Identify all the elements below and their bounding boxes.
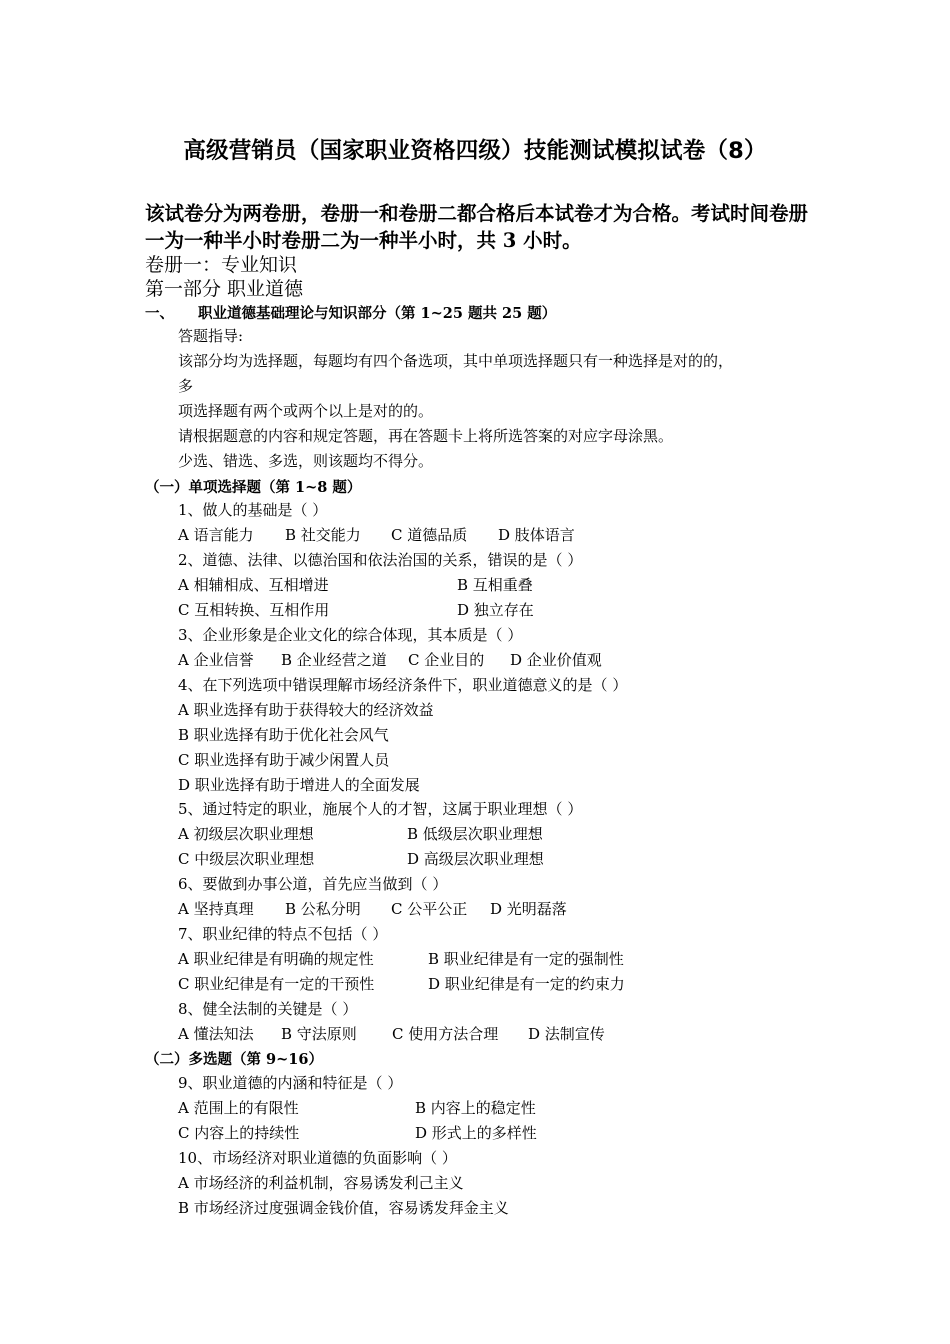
option: D 职业选择有助于增进人的全面发展 xyxy=(178,776,420,794)
option: C 公平公正 xyxy=(391,900,468,918)
guide-line: 少选、错选、多选，则该题均不得分。 xyxy=(178,452,434,470)
option: B 守法原则 xyxy=(281,1025,357,1043)
option: A 范围上的有限性 xyxy=(178,1099,299,1117)
part-heading: 第一部分 职业道德 xyxy=(145,278,304,300)
option: D 企业价值观 xyxy=(510,651,602,669)
option: A 企业信誉 xyxy=(178,651,254,669)
option: B 公私分明 xyxy=(285,900,361,918)
option: D 肢体语言 xyxy=(498,526,575,544)
option: C 使用方法合理 xyxy=(392,1025,499,1043)
options-row xyxy=(178,650,602,670)
question-text: 2、道德、法律、以德治国和依法治国的关系，错误的是（ ） xyxy=(178,551,583,569)
option: A 相辅相成、互相增进 xyxy=(178,576,329,594)
option: C 职业纪律是有一定的干预性 xyxy=(178,975,375,993)
question-text: 4、在下列选项中错误理解市场经济条件下，职业道德意义的是（ ） xyxy=(178,676,628,694)
question-text: 1、做人的基础是（ ） xyxy=(178,501,328,519)
option: C 道德品质 xyxy=(391,526,468,544)
volume-heading: 卷册一：专业知识 xyxy=(145,254,298,276)
guide-line: 项选择题有两个或两个以上是对的的。 xyxy=(178,402,434,420)
option: A 职业纪律是有明确的规定性 xyxy=(178,950,374,968)
single-choice-heading: （一）单项选择题（第 1~8 题） xyxy=(145,479,362,496)
option: D 高级层次职业理想 xyxy=(407,850,544,868)
section-title: 职业道德基础理论与知识部分（第 1~25 题共 25 题） xyxy=(198,305,557,322)
guide-line: 多 xyxy=(178,377,194,395)
option: B 内容上的稳定性 xyxy=(415,1099,536,1117)
question-text: 8、健全法制的关键是（ ） xyxy=(178,1000,358,1018)
option: B 社交能力 xyxy=(285,526,361,544)
option: D 职业纪律是有一定的约束力 xyxy=(428,975,625,993)
question-text: 9、职业道德的内涵和特征是（ ） xyxy=(178,1074,403,1092)
options-row xyxy=(178,525,575,545)
question-text: 5、通过特定的职业，施展个人的才智，这属于职业理想（ ） xyxy=(178,800,583,818)
option: B 互相重叠 xyxy=(457,576,533,594)
option: B 职业选择有助于优化社会风气 xyxy=(178,726,389,744)
section-number: 一、 xyxy=(145,305,174,322)
question-text: 6、要做到办事公道，首先应当做到（ ） xyxy=(178,875,448,893)
option: C 企业目的 xyxy=(408,651,485,669)
guide-line: 答题指导: xyxy=(178,327,244,345)
option: C 职业选择有助于减少闲置人员 xyxy=(178,751,390,769)
question-text: 10、市场经济对职业道德的负面影响（ ） xyxy=(178,1149,457,1167)
options-row xyxy=(178,1024,605,1044)
option: C 中级层次职业理想 xyxy=(178,850,315,868)
option: A 职业选择有助于获得较大的经济效益 xyxy=(178,701,434,719)
question-text: 7、职业纪律的特点不包括（ ） xyxy=(178,925,388,943)
option: D 独立存在 xyxy=(457,601,534,619)
option: B 低级层次职业理想 xyxy=(407,825,543,843)
option: D 形式上的多样性 xyxy=(415,1124,537,1142)
option: A 语言能力 xyxy=(178,526,254,544)
option: C 互相转换、互相作用 xyxy=(178,601,330,619)
options-row xyxy=(178,899,567,919)
option: D 法制宣传 xyxy=(528,1025,605,1043)
guide-line: 该部分均为选择题，每题均有四个备选项，其中单项选择题只有一种选择是对的的， xyxy=(178,352,734,370)
option: B 企业经营之道 xyxy=(281,651,387,669)
multi-choice-heading: （二）多选题（第 9~16） xyxy=(145,1051,323,1068)
question-text: 3、企业形象是企业文化的综合体现，其本质是（ ） xyxy=(178,626,523,644)
option: A 懂法知法 xyxy=(178,1025,254,1043)
section-heading xyxy=(145,302,556,323)
option: A 坚持真理 xyxy=(178,900,254,918)
guide-line: 请根据题意的内容和规定答题，再在答题卡上将所选答案的对应字母涂黑。 xyxy=(178,427,674,445)
option: C 内容上的持续性 xyxy=(178,1124,300,1142)
option: B 职业纪律是有一定的强制性 xyxy=(428,950,624,968)
exam-instructions: 该试卷分为两卷册，卷册一和卷册二都合格后本试卷才为合格。考试时间卷册一为一种半小时卷册二为一种半小时，共 3 小时。 xyxy=(145,202,809,252)
page-title: 高级营销员（国家职业资格四级）技能测试模拟试卷（8） xyxy=(183,138,767,164)
option: B 市场经济过度强调金钱价值，容易诱发拜金主义 xyxy=(178,1199,509,1217)
option: D 光明磊落 xyxy=(490,900,567,918)
option: A 初级层次职业理想 xyxy=(178,825,314,843)
option: A 市场经济的利益机制，容易诱发利己主义 xyxy=(178,1174,464,1192)
